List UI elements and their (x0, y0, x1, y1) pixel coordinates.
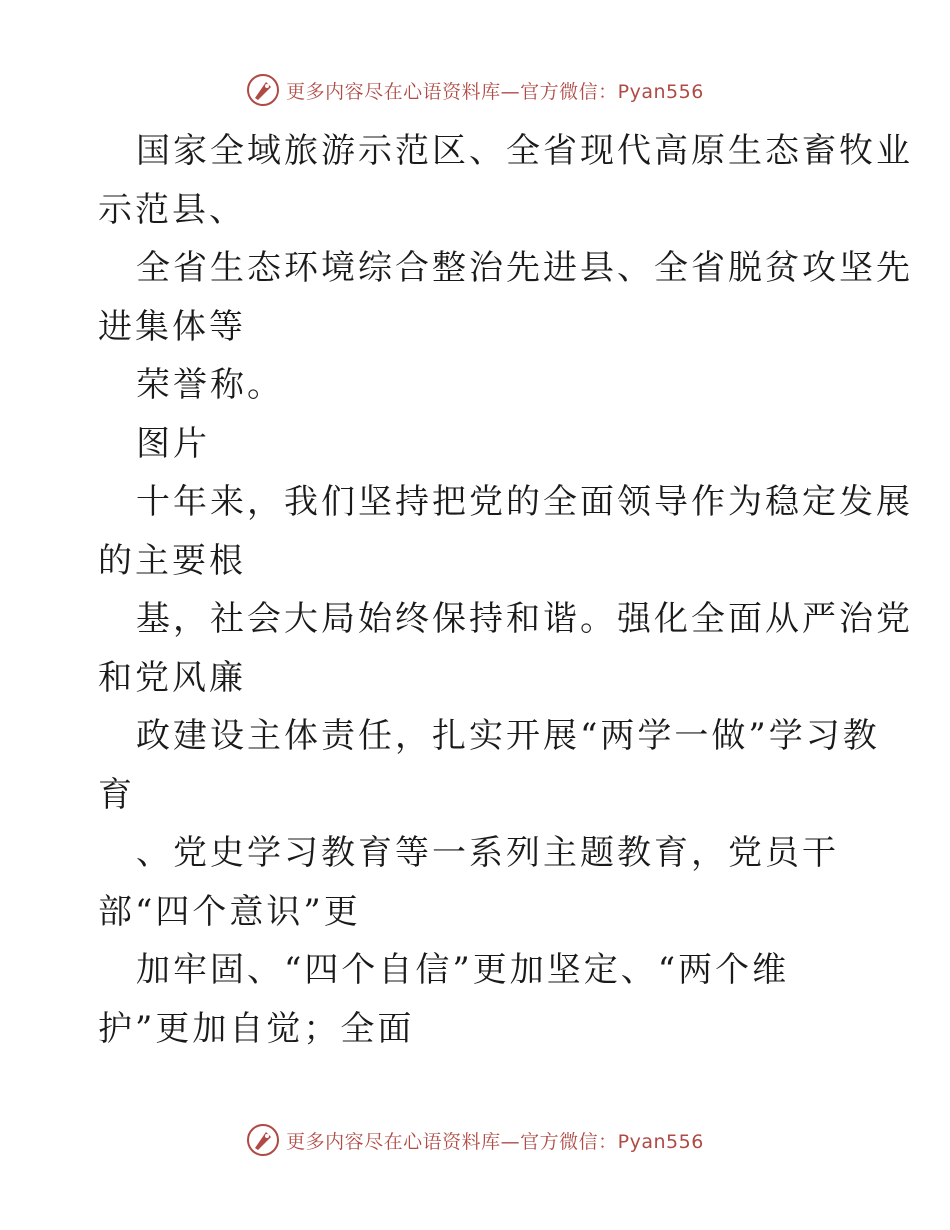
watermark-text: 更多内容尽在心语资料库—官方微信：Pyan556 (286, 80, 704, 103)
document-body (98, 122, 913, 1058)
pen-nib-logo-icon (246, 73, 280, 107)
text-line: 护”更加自觉；全面 (98, 1008, 415, 1049)
text-line: 育 (98, 774, 135, 815)
text-line: 全省生态环境综合整治先进县、全省脱贫攻坚先 (136, 248, 913, 288)
text-line: 示范县、 (98, 189, 246, 230)
text-line: 荣誉称。 (136, 365, 284, 405)
text-line: 进集体等 (98, 306, 246, 347)
text-line: 部“四个意识”更 (98, 891, 361, 932)
text-line: 加牢固、“四个自信”更加坚定、“两个维 (136, 950, 790, 990)
text-line: 、党史学习教育等一系列主题教育，党员干 (136, 833, 839, 873)
pen-nib-logo-icon (246, 1123, 280, 1157)
text-line: 国家全域旅游示范区、全省现代高原生态畜牧业 (136, 131, 913, 171)
watermark-text: 更多内容尽在心语资料库—官方微信：Pyan556 (286, 1130, 704, 1153)
footer-watermark (0, 1120, 950, 1160)
text-line: 基，社会大局始终保持和谐。强化全面从严治党 (136, 599, 913, 639)
header-watermark (0, 70, 950, 110)
text-line: 和党风廉 (98, 657, 246, 698)
text-line: 图片 (136, 423, 210, 464)
text-line: 的主要根 (98, 540, 246, 581)
text-line: 十年来，我们坚持把党的全面领导作为稳定发展 (136, 482, 913, 522)
text-line: 政建设主体责任，扎实开展“两学一做”学习教 (136, 716, 880, 756)
